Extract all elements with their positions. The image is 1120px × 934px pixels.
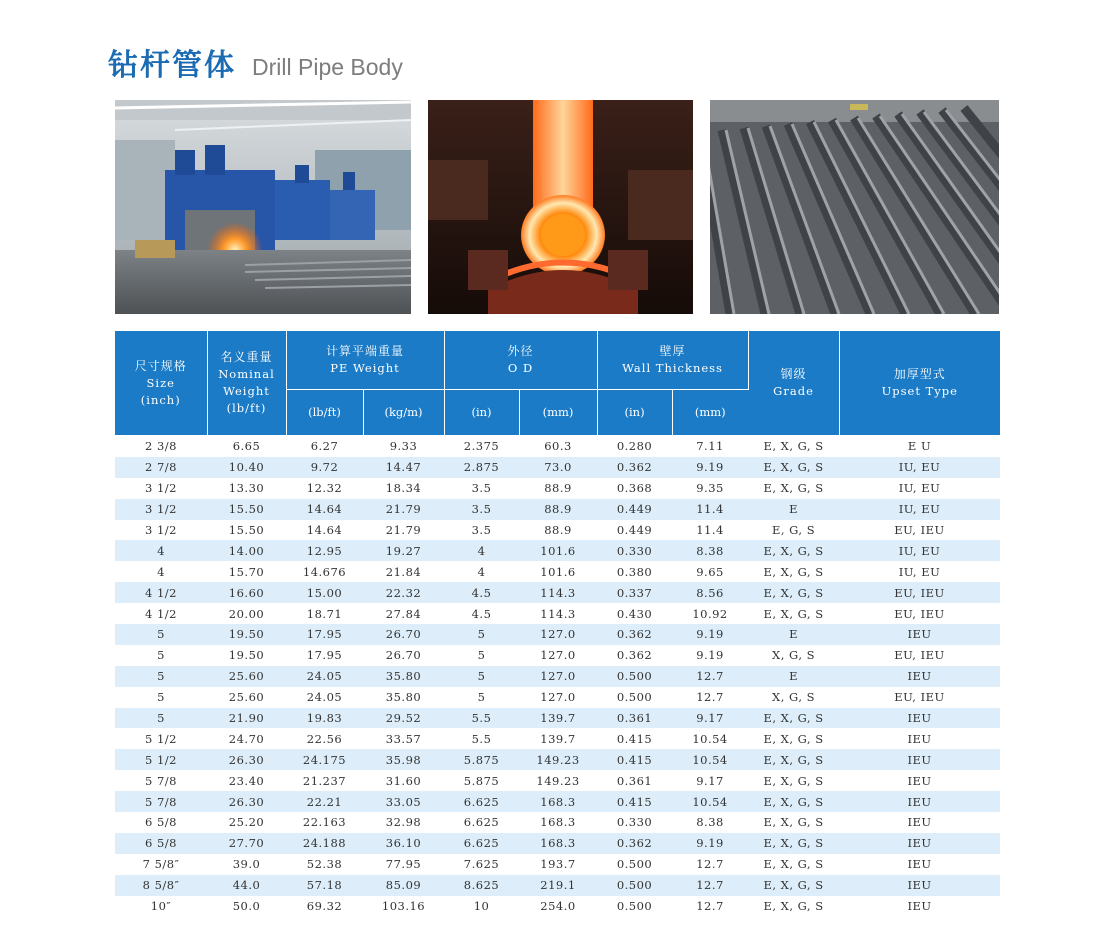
cell-od-in: 5 [477, 648, 486, 663]
cell-pe-weight-lbft: 24.188 [286, 833, 363, 854]
cell-upset-type: IEU [839, 624, 1000, 645]
cell-pe-weight-kgm: 33.57 [385, 731, 422, 746]
cell-upset-type: EU, IEU [894, 523, 945, 537]
table-row [115, 582, 1000, 603]
cell-upset-type: IEU [839, 791, 1000, 812]
pipe-rack-photo [710, 100, 999, 314]
cell-wall-in: 0.449 [597, 499, 672, 520]
cell-wall-in: 0.430 [616, 606, 653, 621]
cell-nominal-weight: 6.65 [232, 439, 261, 454]
cell-wall-mm: 9.17 [696, 773, 724, 788]
cell-pe-weight-lbft: 14.64 [286, 499, 363, 520]
header-upset-type: 加厚型式 Upset Type [839, 331, 1000, 436]
cell-wall-mm: 11.4 [672, 499, 748, 520]
cell-pe-weight-lbft: 21.237 [302, 773, 347, 788]
cell-grade: E, X, G, S [748, 708, 839, 729]
table-row [115, 791, 1000, 812]
cell-od-mm: 127.0 [519, 624, 597, 645]
header-unit-od-in: (in) [444, 390, 519, 436]
cell-pe-weight-kgm: 21.79 [385, 523, 422, 537]
cell-wall-mm: 8.38 [696, 815, 724, 830]
cell-nominal-weight: 13.30 [228, 481, 265, 496]
cell-nominal-weight: 39.0 [232, 857, 261, 872]
cell-wall-mm: 12.7 [696, 899, 724, 914]
table-row [115, 708, 1000, 729]
cell-nominal-weight: 10.40 [207, 457, 286, 478]
cell-pe-weight-kgm: 27.84 [385, 606, 422, 621]
cell-od-mm: 114.3 [540, 606, 576, 621]
cell-pe-weight-kgm: 85.09 [363, 875, 444, 896]
cell-pe-weight-kgm: 33.05 [363, 791, 444, 812]
cell-nominal-weight: 44.0 [207, 875, 286, 896]
cell-grade: E [748, 666, 839, 687]
cell-nominal-weight: 50.0 [232, 899, 261, 914]
cell-wall-in: 0.500 [616, 690, 653, 705]
cell-wall-mm: 9.19 [672, 624, 748, 645]
cell-pe-weight-kgm: 18.34 [385, 481, 422, 496]
cell-od-in: 6.625 [444, 833, 519, 854]
cell-upset-type: IEU [839, 875, 1000, 896]
cell-od-in: 5.5 [444, 708, 519, 729]
cell-pe-weight-lbft: 18.71 [306, 606, 343, 621]
cell-pe-weight-lbft: 6.27 [310, 439, 339, 454]
cell-upset-type: IEU [907, 899, 932, 914]
cell-od-mm: 127.0 [540, 648, 576, 663]
table-row [115, 812, 1000, 833]
cell-od-in: 5 [444, 624, 519, 645]
cell-wall-mm: 12.7 [696, 857, 724, 872]
cell-pe-weight-kgm: 22.32 [363, 582, 444, 603]
cell-od-in: 4 [477, 564, 486, 579]
cell-od-in: 10 [473, 899, 490, 914]
cell-pe-weight-lbft: 24.05 [286, 666, 363, 687]
table-row [115, 833, 1000, 854]
header-od: 外径 O D [444, 331, 597, 390]
cell-size: 8 5/8″ [115, 875, 207, 896]
cell-od-mm: 88.9 [544, 481, 572, 496]
cell-nominal-weight: 26.30 [207, 749, 286, 770]
cell-size: 5 [157, 690, 165, 705]
table-row [115, 645, 1000, 666]
cell-grade: E, X, G, S [763, 439, 824, 454]
cell-pe-weight-lbft: 14.676 [302, 564, 347, 579]
cell-pe-weight-kgm: 26.70 [363, 624, 444, 645]
table-row [115, 854, 1000, 875]
cell-wall-mm: 12.7 [696, 690, 724, 705]
cell-upset-type: E U [907, 439, 932, 454]
cell-wall-in: 0.500 [597, 666, 672, 687]
cell-size: 5 1/2 [115, 749, 207, 770]
table-row [115, 666, 1000, 687]
cell-pe-weight-lbft: 24.05 [306, 690, 343, 705]
cell-pe-weight-lbft: 12.32 [306, 481, 343, 496]
cell-od-mm: 139.7 [540, 731, 576, 746]
cell-upset-type: EU, IEU [839, 582, 1000, 603]
cell-upset-type: IEU [907, 773, 932, 788]
cell-pe-weight-kgm: 31.60 [385, 773, 422, 788]
cell-size: 5 [115, 666, 207, 687]
cell-wall-mm: 12.7 [672, 875, 748, 896]
table-row [115, 770, 1000, 791]
cell-wall-mm: 9.19 [672, 457, 748, 478]
cell-od-mm: 101.6 [519, 540, 597, 561]
cell-pe-weight-lbft: 57.18 [286, 875, 363, 896]
header-unit-wall-in: (in) [597, 390, 672, 436]
cell-size: 5 [157, 648, 165, 663]
cell-od-in: 6.625 [463, 815, 500, 830]
cell-nominal-weight: 20.00 [228, 606, 265, 621]
cell-wall-in: 0.362 [597, 457, 672, 478]
cell-pe-weight-lbft: 17.95 [306, 648, 343, 663]
cell-pe-weight-kgm: 14.47 [363, 457, 444, 478]
factory-furnace-photo [115, 100, 411, 314]
table-row [115, 478, 1000, 499]
cell-pe-weight-kgm: 29.52 [363, 708, 444, 729]
cell-od-in: 5 [477, 690, 486, 705]
cell-grade: E, X, G, S [748, 749, 839, 770]
header-unit-od-mm: (mm) [519, 390, 597, 436]
cell-od-in: 7.625 [463, 857, 500, 872]
cell-pe-weight-kgm: 35.98 [363, 749, 444, 770]
cell-wall-mm: 11.4 [696, 523, 724, 537]
cell-pe-weight-lbft: 17.95 [286, 624, 363, 645]
cell-nominal-weight: 16.60 [207, 582, 286, 603]
cell-wall-in: 0.361 [597, 708, 672, 729]
cell-pe-weight-lbft: 52.38 [306, 857, 343, 872]
cell-od-in: 5 [444, 666, 519, 687]
cell-pe-weight-lbft: 22.163 [302, 815, 347, 830]
title-chinese: 钻杆管体 [108, 48, 236, 83]
table-row [115, 540, 1000, 561]
cell-od-in: 4.5 [471, 606, 492, 621]
cell-od-in: 4 [444, 540, 519, 561]
cell-pe-weight-lbft: 24.175 [286, 749, 363, 770]
cell-pe-weight-lbft: 22.56 [306, 731, 343, 746]
cell-od-in: 3.5 [444, 499, 519, 520]
table-row [115, 728, 1000, 749]
cell-nominal-weight: 14.00 [207, 540, 286, 561]
cell-wall-in: 0.330 [597, 540, 672, 561]
cell-wall-mm: 10.54 [692, 731, 728, 746]
header-size: 尺寸规格 Size (inch) [115, 331, 207, 436]
cell-size: 3 1/2 [115, 499, 207, 520]
cell-od-mm: 219.1 [519, 875, 597, 896]
cell-od-in: 4.5 [444, 582, 519, 603]
header-unit-lbft: (lb/ft) [286, 390, 363, 436]
cell-od-mm: 73.0 [519, 457, 597, 478]
cell-size: 3 1/2 [145, 481, 177, 496]
cell-nominal-weight: 21.90 [207, 708, 286, 729]
cell-pe-weight-kgm: 35.80 [385, 690, 422, 705]
cell-od-mm: 114.3 [519, 582, 597, 603]
cell-nominal-weight: 15.50 [207, 499, 286, 520]
cell-wall-mm: 10.54 [672, 791, 748, 812]
cell-grade: E, X, G, S [763, 899, 824, 914]
cell-pe-weight-kgm: 21.79 [363, 499, 444, 520]
cell-upset-type: IU, EU [839, 457, 1000, 478]
cell-grade: X, G, S [772, 648, 816, 663]
cell-upset-type: IEU [839, 749, 1000, 770]
cell-grade: E, X, G, S [763, 564, 824, 579]
cell-pe-weight-lbft: 9.72 [286, 457, 363, 478]
cell-size: 6 5/8 [115, 833, 207, 854]
cell-nominal-weight: 25.20 [228, 815, 265, 830]
cell-size: 5 7/8 [145, 773, 177, 788]
cell-pe-weight-kgm: 21.84 [385, 564, 422, 579]
cell-wall-mm: 10.54 [672, 749, 748, 770]
cell-wall-mm: 9.19 [672, 833, 748, 854]
cell-grade: E, X, G, S [763, 606, 824, 621]
cell-od-mm: 101.6 [540, 564, 576, 579]
cell-size: 5 1/2 [145, 731, 177, 746]
header-pe-weight: 计算平端重量 PE Weight [286, 331, 444, 390]
table-row [115, 624, 1000, 645]
cell-grade: X, G, S [772, 690, 816, 705]
cell-grade: E, X, G, S [748, 791, 839, 812]
cell-od-mm: 88.9 [519, 499, 597, 520]
cell-nominal-weight: 25.60 [207, 666, 286, 687]
cell-upset-type: IEU [907, 731, 932, 746]
cell-grade: E [748, 624, 839, 645]
cell-nominal-weight: 15.50 [228, 523, 265, 537]
cell-pe-weight-kgm: 19.27 [363, 540, 444, 561]
cell-upset-type: IU, EU [839, 499, 1000, 520]
cell-size: 2 7/8 [115, 457, 207, 478]
cell-grade: E, X, G, S [763, 731, 824, 746]
cell-wall-in: 0.415 [616, 731, 653, 746]
cell-wall-in: 0.361 [616, 773, 653, 788]
cell-wall-in: 0.415 [597, 749, 672, 770]
table-body [115, 436, 1000, 917]
table-row [115, 687, 1000, 708]
cell-pe-weight-lbft: 22.21 [286, 791, 363, 812]
cell-od-mm: 149.23 [519, 749, 597, 770]
table-row [115, 561, 1000, 582]
cell-od-in: 6.625 [444, 791, 519, 812]
cell-od-mm: 88.9 [544, 523, 572, 537]
cell-nominal-weight: 15.70 [228, 564, 265, 579]
cell-wall-in: 0.415 [597, 791, 672, 812]
cell-nominal-weight: 25.60 [228, 690, 265, 705]
cell-od-in: 3.5 [471, 481, 492, 496]
cell-od-in: 2.375 [463, 439, 500, 454]
cell-wall-in: 0.500 [597, 875, 672, 896]
cell-upset-type: IEU [907, 857, 932, 872]
cell-pe-weight-kgm: 103.16 [381, 899, 426, 914]
cell-pe-weight-lbft: 69.32 [306, 899, 343, 914]
cell-od-mm: 254.0 [540, 899, 576, 914]
cell-grade: E, X, G, S [748, 457, 839, 478]
cell-wall-in: 0.380 [616, 564, 653, 579]
cell-od-mm: 127.0 [519, 666, 597, 687]
cell-pe-weight-kgm: 26.70 [385, 648, 422, 663]
cell-wall-in: 0.337 [597, 582, 672, 603]
table-header [115, 331, 1000, 436]
header-wall-thickness: 壁厚 Wall Thickness [597, 331, 748, 390]
cell-upset-type: IEU [839, 666, 1000, 687]
table-row [115, 896, 1000, 917]
cell-pe-weight-kgm: 32.98 [385, 815, 422, 830]
cell-upset-type: IEU [839, 833, 1000, 854]
page-header [108, 40, 403, 84]
table-row [115, 875, 1000, 896]
cell-wall-in: 0.500 [616, 857, 653, 872]
table-row [115, 603, 1000, 624]
cell-pe-weight-lbft: 19.83 [286, 708, 363, 729]
cell-size: 2 3/8 [145, 439, 177, 454]
cell-od-in: 5.875 [463, 773, 500, 788]
cell-od-mm: 149.23 [536, 773, 580, 788]
cell-wall-in: 0.330 [616, 815, 653, 830]
cell-upset-type: IU, EU [898, 564, 941, 579]
cell-wall-mm: 9.19 [696, 648, 724, 663]
cell-size: 5 [115, 624, 207, 645]
cell-nominal-weight: 19.50 [207, 624, 286, 645]
cell-upset-type: EU, IEU [894, 648, 945, 663]
cell-wall-mm: 8.56 [672, 582, 748, 603]
cell-pe-weight-kgm: 35.80 [363, 666, 444, 687]
header-nominal-weight: 名义重量 Nominal Weight (lb/ft) [207, 331, 286, 436]
cell-grade: E [748, 499, 839, 520]
header-unit-wall-mm: (mm) [672, 390, 748, 436]
cell-size: 4 [115, 540, 207, 561]
cell-pe-weight-kgm: 77.95 [385, 857, 422, 872]
header-unit-kgm: (kg/m) [363, 390, 444, 436]
cell-wall-in: 0.368 [616, 481, 653, 496]
cell-wall-mm: 12.7 [672, 666, 748, 687]
cell-upset-type: IU, EU [839, 540, 1000, 561]
cell-od-in: 8.625 [444, 875, 519, 896]
cell-nominal-weight: 23.40 [228, 773, 265, 788]
cell-od-in: 5.875 [444, 749, 519, 770]
cell-pe-weight-kgm: 9.33 [389, 439, 418, 454]
cell-upset-type: EU, IEU [894, 690, 945, 705]
cell-pe-weight-kgm: 36.10 [363, 833, 444, 854]
cell-size: 4 1/2 [115, 582, 207, 603]
cell-size: 6 5/8 [145, 815, 177, 830]
cell-grade: E, X, G, S [763, 815, 824, 830]
cell-wall-in: 0.362 [597, 833, 672, 854]
title-english: Drill Pipe Body [252, 54, 403, 80]
cell-upset-type: EU, IEU [894, 606, 945, 621]
table-row [115, 749, 1000, 770]
cell-nominal-weight: 27.70 [207, 833, 286, 854]
cell-od-mm: 139.7 [519, 708, 597, 729]
cell-size: 5 7/8 [115, 791, 207, 812]
cell-grade: E, X, G, S [748, 875, 839, 896]
cell-pe-weight-lbft: 15.00 [286, 582, 363, 603]
cell-size: 4 1/2 [145, 606, 177, 621]
cell-grade: E, G, S [771, 523, 816, 537]
cell-wall-mm: 7.11 [696, 439, 724, 454]
cell-grade: E, X, G, S [763, 857, 824, 872]
cell-upset-type: IU, EU [898, 481, 941, 496]
cell-wall-mm: 8.38 [672, 540, 748, 561]
table-row [115, 457, 1000, 478]
cell-grade: E, X, G, S [748, 540, 839, 561]
cell-pe-weight-lbft: 14.64 [306, 523, 343, 537]
cell-wall-mm: 9.65 [696, 564, 724, 579]
cell-upset-type: IEU [907, 815, 932, 830]
drill-pipe-spec-table [115, 331, 1000, 916]
cell-nominal-weight: 19.50 [228, 648, 265, 663]
cell-wall-in: 0.500 [616, 899, 653, 914]
cell-nominal-weight: 26.30 [207, 791, 286, 812]
cell-od-in: 5.5 [471, 731, 492, 746]
cell-od-mm: 168.3 [519, 833, 597, 854]
cell-size: 7 5/8″ [142, 857, 180, 872]
cell-od-in: 3.5 [471, 523, 492, 537]
cell-wall-in: 0.362 [597, 624, 672, 645]
cell-grade: E, X, G, S [748, 833, 839, 854]
cell-pe-weight-lbft: 12.95 [286, 540, 363, 561]
cell-nominal-weight: 24.70 [228, 731, 265, 746]
cell-od-mm: 168.3 [540, 815, 576, 830]
table-row [115, 520, 1000, 541]
cell-size: 4 [157, 564, 165, 579]
cell-od-mm: 193.7 [540, 857, 576, 872]
header-grade: 钢级 Grade [748, 331, 839, 436]
cell-grade: E, X, G, S [763, 481, 824, 496]
cell-wall-in: 0.280 [616, 439, 653, 454]
cell-grade: E, X, G, S [748, 582, 839, 603]
cell-wall-mm: 9.17 [672, 708, 748, 729]
cell-od-mm: 168.3 [519, 791, 597, 812]
cell-wall-mm: 9.35 [696, 481, 724, 496]
cell-size: 3 1/2 [145, 523, 177, 537]
cell-od-mm: 127.0 [540, 690, 576, 705]
hot-pipe-photo [428, 100, 693, 314]
cell-wall-mm: 10.92 [692, 606, 728, 621]
cell-size: 10″ [150, 899, 172, 914]
cell-wall-in: 0.362 [616, 648, 653, 663]
table-row [115, 499, 1000, 520]
cell-od-mm: 60.3 [544, 439, 572, 454]
table-row [115, 436, 1000, 457]
cell-upset-type: IEU [839, 708, 1000, 729]
cell-grade: E, X, G, S [763, 773, 824, 788]
cell-wall-in: 0.449 [616, 523, 653, 537]
cell-od-in: 2.875 [444, 457, 519, 478]
cell-size: 5 [115, 708, 207, 729]
